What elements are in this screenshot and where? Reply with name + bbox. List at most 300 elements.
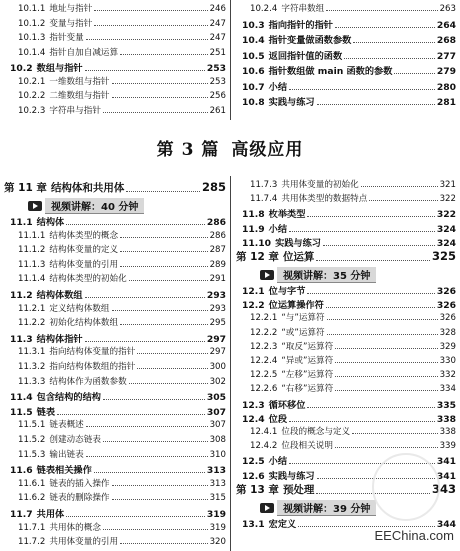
dot-leader [103,440,208,442]
toc-entry [236,283,456,297]
toc-entry [236,178,456,190]
dot-leader [112,309,208,311]
toc-entry [236,235,456,249]
dot-leader [94,24,207,26]
toc-page-number: 264 [436,19,456,31]
dot-leader [326,306,435,308]
toc-number: 12.4 [242,413,265,425]
toc-number: 12.3 [242,399,265,411]
toc-entry [4,506,226,520]
toc-entry [4,521,226,533]
toc-title: 指向结构体数组的指针 [49,362,136,372]
dot-leader [369,199,437,201]
toc-page-number: 247 [209,33,226,43]
toc-title: 预处理 [282,483,315,496]
video-lecture-text: 视频讲解：35 分钟 [277,267,376,283]
toc-top-left-column [4,0,226,120]
toc-number: 10.2.3 [18,105,46,116]
toc-entry [4,46,226,58]
toc-title: “或”运算符 [281,327,325,338]
toc-page-number: 307 [206,406,226,418]
toc-entry [4,462,226,476]
dot-leader [86,425,208,427]
dot-leader [120,53,207,55]
toc-title: 宏定义 [268,518,297,530]
toc-page-number: 293 [209,303,226,314]
toc-number: 10.4 [242,35,265,46]
toc-title: 实践与练习 [275,237,321,249]
toc-title: 字符串与指针 [49,105,101,116]
dot-leader [307,292,434,294]
toc-page-number: 310 [209,449,226,460]
toc-number: 12.1 [242,286,265,297]
toc-number: 11.1 [10,217,33,228]
toc-number: 11.3 [10,333,33,345]
toc-page-number: 297 [209,347,226,358]
toc-title: 定义结构体数组 [49,303,110,314]
toc-entry [4,433,226,445]
toc-number: 11.10 [242,237,272,249]
watermark-stamp [372,453,440,521]
toc-page-number: 320 [209,537,226,548]
dot-leader [335,361,437,363]
toc-number: 11.3.2 [18,362,46,372]
toc-entry [4,89,226,101]
toc-title: “左移”运算符 [281,370,334,381]
toc-page-number: 343 [431,481,456,496]
toc-page-number: 286 [206,217,226,228]
dot-leader [66,223,205,225]
toc-entry [4,491,226,503]
toc-number: 10.5 [242,50,265,62]
toc-number: 13.1 [242,518,265,530]
toc-page-number: 300 [209,362,226,372]
toc-page-number: 289 [209,259,226,270]
part-title: 高级应用 [231,140,304,160]
toc-number: 12.4.1 [250,427,278,437]
toc-number: 10.2.1 [18,76,46,87]
toc-entry [4,243,226,255]
toc-page-number: 281 [436,97,456,108]
video-lecture-badge [28,198,144,214]
toc-page-number: 322 [439,194,456,205]
dot-leader [85,340,205,342]
toc-entry [4,535,226,547]
toc-title: 共用体的概念 [49,522,101,533]
toc-page-number: 313 [209,478,226,489]
toc-title: 小结 [268,456,288,468]
bottom-column-divider [230,176,231,551]
toc-title: 共用体类型的数据特点 [281,194,368,205]
toc-number: 11.7.3 [250,180,278,190]
toc-entry [236,382,456,394]
toc-page-number: 341 [436,456,456,468]
toc-title: 结构体数组 [36,290,83,301]
toc-number: 11.6.2 [18,493,46,504]
dot-leader [335,446,438,448]
toc-page-number: 279 [436,66,456,77]
toc-page-number: 328 [439,327,456,338]
dot-leader [327,318,438,320]
toc-entry [236,63,456,77]
toc-number: 11.2.2 [18,318,46,329]
video-lecture-badge [260,267,376,283]
toc-title: 指针变量 [49,33,84,43]
toc-title: 共用体 [36,509,65,520]
dot-leader [335,26,435,28]
toc-number: 11.2.1 [18,303,46,314]
toc-title: 结构体类型的初始化 [49,274,127,285]
toc-number: 12.2.3 [250,341,278,352]
toc-entry [236,411,456,425]
toc-number: 第 11 章 [4,182,47,194]
toc-entry [4,389,226,403]
toc-title: 结构体变量的引用 [49,259,119,270]
toc-number: 11.5.1 [18,420,46,431]
toc-page-number: 261 [209,105,226,116]
toc-page-number: 295 [209,318,226,329]
toc-page-number: 322 [436,209,456,221]
toc-page-number: 287 [209,245,226,256]
toc-page-number: 332 [439,370,456,381]
toc-page-number: 325 [431,249,456,263]
toc-entry [4,345,226,357]
toc-number: 10.2 [10,63,33,74]
toc-number: 11.6 [10,465,33,477]
toc-page-number: 297 [206,333,226,345]
dot-leader [120,250,207,252]
toc-page-number: 307 [209,420,226,431]
toc-entry [4,31,226,43]
toc-number: 10.3 [242,19,265,31]
toc-page-number: 319 [209,522,226,533]
dot-leader [112,82,208,84]
toc-page-number: 329 [439,341,456,352]
toc-title: 指针数组做 main 函数的参数 [268,66,393,77]
toc-entry [236,397,456,411]
toc-number: 11.7.1 [18,522,46,533]
toc-title: 数组与指针 [36,63,83,74]
dot-leader [66,515,205,517]
dot-leader [86,38,208,40]
part-heading [0,135,460,160]
toc-page-number: 324 [436,237,456,249]
toc-entry [4,418,226,430]
toc-title: 初始化结构体数组 [49,318,119,329]
dot-leader [335,347,437,349]
toc-title: 指向指针的指针 [268,19,333,31]
toc-entry [4,287,226,301]
dot-leader [94,9,207,11]
toc-number: 11.1.4 [18,274,46,285]
toc-title: 二维数组与指针 [49,91,110,101]
toc-title: “右移”运算符 [281,384,334,395]
toc-title: 实践与练习 [268,97,315,108]
dot-leader [120,265,207,267]
toc-title: 小结 [268,223,288,235]
part-label: 第 3 篇 [156,140,220,160]
video-lecture-badge [260,500,376,516]
dot-leader [335,389,437,391]
toc-number: 10.1.4 [18,47,46,58]
toc-title: 链表 [36,406,56,418]
toc-title: 字符串数组 [281,4,325,14]
toc-number: 11.4 [10,392,33,404]
toc-title: 结构体和共用体 [50,182,125,194]
toc-page-number: 324 [436,223,456,235]
toc-page-number: 326 [436,300,456,312]
toc-entry [236,206,456,220]
dot-leader [353,41,434,43]
toc-number: 11.2 [10,290,33,301]
toc-top-right-column [236,0,456,120]
toc-number: 11.1.2 [18,245,46,256]
toc-page-number: 253 [206,63,226,74]
toc-entry [4,477,226,489]
toc-entry [236,32,456,46]
toc-title: 地址与指针 [49,4,93,14]
toc-page-number: 313 [206,465,226,477]
dot-leader [112,96,208,98]
toc-number: 10.6 [242,66,265,77]
toc-title: 链表概述 [49,420,84,431]
dot-leader [137,367,207,369]
toc-page-number: 251 [209,47,226,58]
dot-leader [307,215,434,217]
toc-page-number: 338 [439,427,456,437]
toc-title: 链表的删除操作 [49,493,110,504]
toc-entry [236,79,456,93]
toc-entry [4,448,226,460]
top-column-divider [230,0,231,120]
toc-entry [236,48,456,62]
toc-title: 包含结构的结构 [36,392,101,404]
toc-number: 10.2.4 [250,4,278,14]
toc-page-number: 326 [436,286,456,297]
toc-title: 循环移位 [268,399,306,411]
toc-entry [4,75,226,87]
toc-number: 11.7.2 [18,537,46,548]
toc-page-number: 344 [436,518,456,530]
toc-title: 结构体作为函数参数 [49,376,127,387]
toc-page-number: 339 [439,441,456,452]
dot-leader [120,236,207,238]
watermark: EEChina.com [374,528,454,543]
toc-number: 10.1.2 [18,18,46,29]
dot-leader [352,432,437,434]
toc-title: 位段的概念与定义 [281,427,351,437]
toc-entry [4,104,226,116]
toc-number: 12.6 [242,470,265,482]
dot-leader [289,230,435,232]
toc-entry [236,221,456,235]
toc-page-number: 308 [209,435,226,445]
toc-entry [236,326,456,338]
toc-title: “与”运算符 [281,313,325,324]
toc-entry [4,404,226,418]
toc-left-column [4,178,226,551]
toc-title: 位段 [268,413,288,425]
dot-leader [120,542,207,544]
dot-leader [289,420,435,422]
toc-number: 12.2.6 [250,384,278,395]
dot-leader [316,259,430,261]
dot-leader [327,333,438,335]
dot-leader [289,88,435,90]
toc-page-number: 326 [439,313,456,324]
toc-number: 11.6.1 [18,478,46,489]
toc-entry [236,425,456,437]
toc-title: 链表相关操作 [36,465,92,477]
toc-number: 11.7.4 [250,194,278,205]
toc-title: 结构体指针 [36,333,83,345]
toc-page-number: 319 [206,509,226,520]
chapter-heading [4,180,226,195]
chapter-heading [236,249,456,264]
toc-title: 指针变量做函数参数 [268,35,352,46]
toc-page-number: 268 [436,35,456,46]
toc-page-number: 286 [209,230,226,241]
dot-leader [86,455,208,457]
toc-number: 11.1.1 [18,230,46,241]
toc-number: 11.3.1 [18,347,46,358]
toc-page-number: 263 [439,4,456,14]
toc-title: 位与字节 [268,286,306,297]
toc-page-number: 335 [436,399,456,411]
toc-number: 10.8 [242,97,265,108]
toc-number: 第 12 章 [236,251,279,263]
video-icon [260,503,274,513]
toc-entry [4,316,226,328]
dot-leader [317,103,435,105]
toc-number: 12.2.4 [250,356,278,366]
video-icon [28,201,42,211]
toc-entry [236,368,456,380]
toc-number: 11.5.2 [18,435,46,445]
toc-entry [4,331,226,345]
toc-number: 第 13 章 [236,483,279,496]
toc-page-number: 305 [206,392,226,404]
toc-page-number: 293 [206,290,226,301]
toc-title: 变量与指针 [49,18,93,29]
toc-entry [4,229,226,241]
toc-entry [236,192,456,204]
dot-leader [323,244,435,246]
toc-title: “异或”运算符 [281,356,334,366]
toc-page-number: 321 [439,180,456,190]
toc-title: 结构体类型的概念 [49,230,119,241]
toc-title: 实践与练习 [268,470,315,482]
toc-number: 11.8 [242,209,265,221]
toc-entry [4,360,226,372]
toc-title: 指向结构体变量的指针 [49,347,136,358]
toc-title: 一维数组与指针 [49,76,110,87]
toc-number: 12.2.1 [250,313,278,324]
toc-number: 10.7 [242,81,265,93]
toc-title: 位运算 [282,251,315,263]
toc-title: 结构体 [36,217,65,228]
toc-entry [4,375,226,387]
toc-page-number: 277 [436,50,456,62]
video-icon [260,270,274,280]
toc-number: 10.1.3 [18,33,46,43]
dot-leader [137,352,207,354]
toc-entry [236,94,456,108]
toc-title: 结构体变量的定义 [49,245,119,256]
video-lecture-text: 视频讲解：40 分钟 [45,198,144,214]
toc-number: 12.4.2 [250,441,278,452]
dot-leader [307,406,434,408]
toc-title: 返回指针值的函数 [268,50,343,62]
toc-entry [4,17,226,29]
toc-entry [236,439,456,451]
toc-number: 10.2.2 [18,91,46,101]
toc-entry [4,214,226,228]
dot-leader [335,375,437,377]
toc-page-number: 285 [201,180,226,194]
toc-number: 12.2 [242,300,265,312]
dot-leader [361,185,438,187]
dot-leader [103,111,208,113]
dot-leader [326,9,437,11]
toc-title: 输出链表 [49,449,84,460]
toc-title: 共用体变量的初始化 [281,180,359,190]
toc-page-number: 338 [436,413,456,425]
toc-entry [236,2,456,14]
toc-title: “取反”运算符 [281,341,334,352]
toc-entry [4,2,226,14]
dot-leader [94,471,205,473]
dot-leader [103,528,208,530]
toc-number: 11.5.3 [18,449,46,460]
toc-title: 枚举类型 [268,209,306,221]
toc-entry [236,311,456,323]
toc-title: 共用体变量的引用 [49,537,119,548]
dot-leader [298,525,435,527]
toc-entry [236,17,456,31]
toc-page-number: 291 [209,274,226,285]
toc-title: 位段相关说明 [281,441,333,452]
dot-leader [394,72,434,74]
toc-entry [4,258,226,270]
dot-leader [103,398,205,400]
dot-leader [112,484,208,486]
toc-title: 指针自加自减运算 [49,47,119,58]
toc-title: 小结 [268,81,288,93]
toc-title: 位运算操作符 [268,300,324,312]
dot-leader [85,296,205,298]
toc-number: 12.2.5 [250,370,278,381]
dot-leader [126,190,200,192]
toc-page-number: 341 [436,470,456,482]
toc-entry [236,297,456,311]
toc-number: 11.3.3 [18,376,46,387]
toc-page-number: 280 [436,81,456,93]
dot-leader [129,382,208,384]
toc-number: 11.7 [10,509,33,520]
dot-leader [85,69,205,71]
toc-entry [236,354,456,366]
toc-page-number: 334 [439,384,456,395]
toc-page-number: 330 [439,356,456,366]
toc-page-number: 246 [209,4,226,14]
dot-leader [129,279,208,281]
toc-number: 10.1.1 [18,4,46,14]
dot-leader [120,323,207,325]
dot-leader [344,57,435,59]
toc-entry [4,60,226,74]
video-lecture-text: 视频讲解：39 分钟 [277,500,376,516]
